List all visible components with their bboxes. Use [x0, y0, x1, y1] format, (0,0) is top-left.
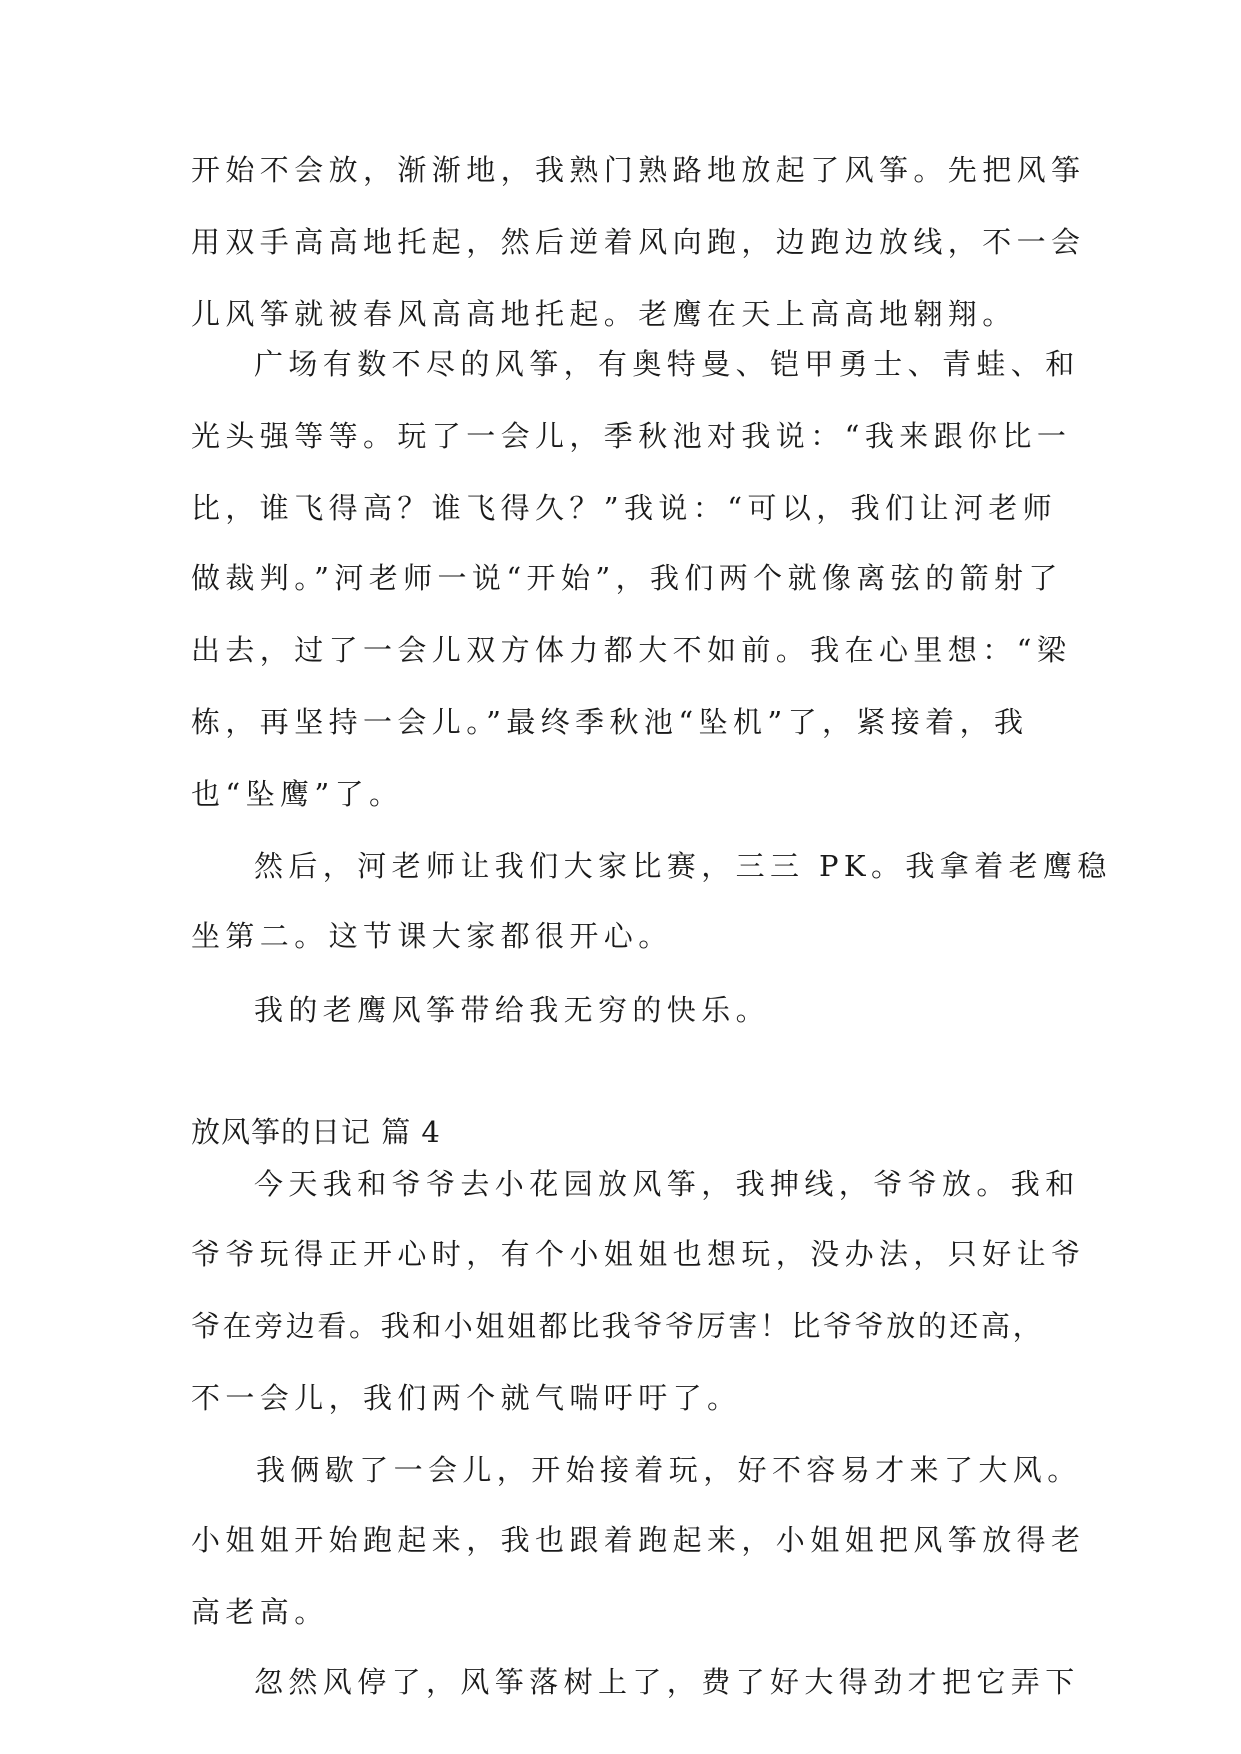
paragraph-first-line: 广场有数不尽的风筝，有奥特曼、铠甲勇士、青蛙、和 — [254, 347, 1080, 381]
text-line: 儿风筝就被春风高高地托起。老鹰在天上高高地翱翔。 — [191, 297, 1017, 331]
text-line: 出去，过了一会儿双方体力都大不如前。我在心里想：“梁 — [191, 633, 1072, 667]
paragraph-first-line: 今天我和爷爷去小花园放风筝，我抻线，爷爷放。我和 — [254, 1167, 1080, 1201]
text-line: 爷在旁边看。我和小姐姐都比我爷爷厉害！比爷爷放的还高， — [191, 1309, 1045, 1343]
text-line: 用双手高高地托起，然后逆着风向跑，边跑边放线，不一会 — [191, 225, 1086, 259]
paragraph-first-line: 然后，河老师让我们大家比赛，三三 PK。我拿着老鹰稳 — [254, 849, 1112, 883]
text-line: 坐第二。这节课大家都很开心。 — [191, 919, 673, 953]
paragraph-first-line: 我的老鹰风筝带给我无穷的快乐。 — [254, 993, 771, 1027]
text-line: 小姐姐开始跑起来，我也跟着跑起来，小姐姐把风筝放得老 — [191, 1523, 1086, 1557]
text-line: 高老高。 — [191, 1595, 329, 1629]
text-line: 光头强等等。玩了一会儿，季秋池对我说：“我来跟你比一 — [191, 419, 1072, 453]
text-line: 比，谁飞得高？谁飞得久？”我说：“可以，我们让河老师 — [191, 491, 1058, 525]
text-line: 也“坠鹰”了。 — [191, 777, 404, 811]
section-heading: 放风筝的日记 篇 4 — [191, 1115, 441, 1149]
text-line: 栋，再坚持一会儿。”最终季秋池“坠机”了，紧接着，我 — [191, 705, 1029, 739]
text-line: 做裁判。”河老师一说“开始”，我们两个就像离弦的箭射了 — [191, 561, 1063, 595]
text-line: 爷爷玩得正开心时，有个小姐姐也想玩，没办法，只好让爷 — [191, 1237, 1086, 1271]
paragraph-first-line: 我俩歇了一会儿，开始接着玩，好不容易才来了大风。 — [256, 1453, 1082, 1487]
text-line: 开始不会放，渐渐地，我熟门熟路地放起了风筝。先把风筝 — [191, 153, 1086, 187]
paragraph-first-line: 忽然风停了，风筝落树上了，费了好大得劲才把它弄下 — [254, 1665, 1080, 1699]
text-line: 不一会儿，我们两个就气喘吁吁了。 — [191, 1381, 742, 1415]
